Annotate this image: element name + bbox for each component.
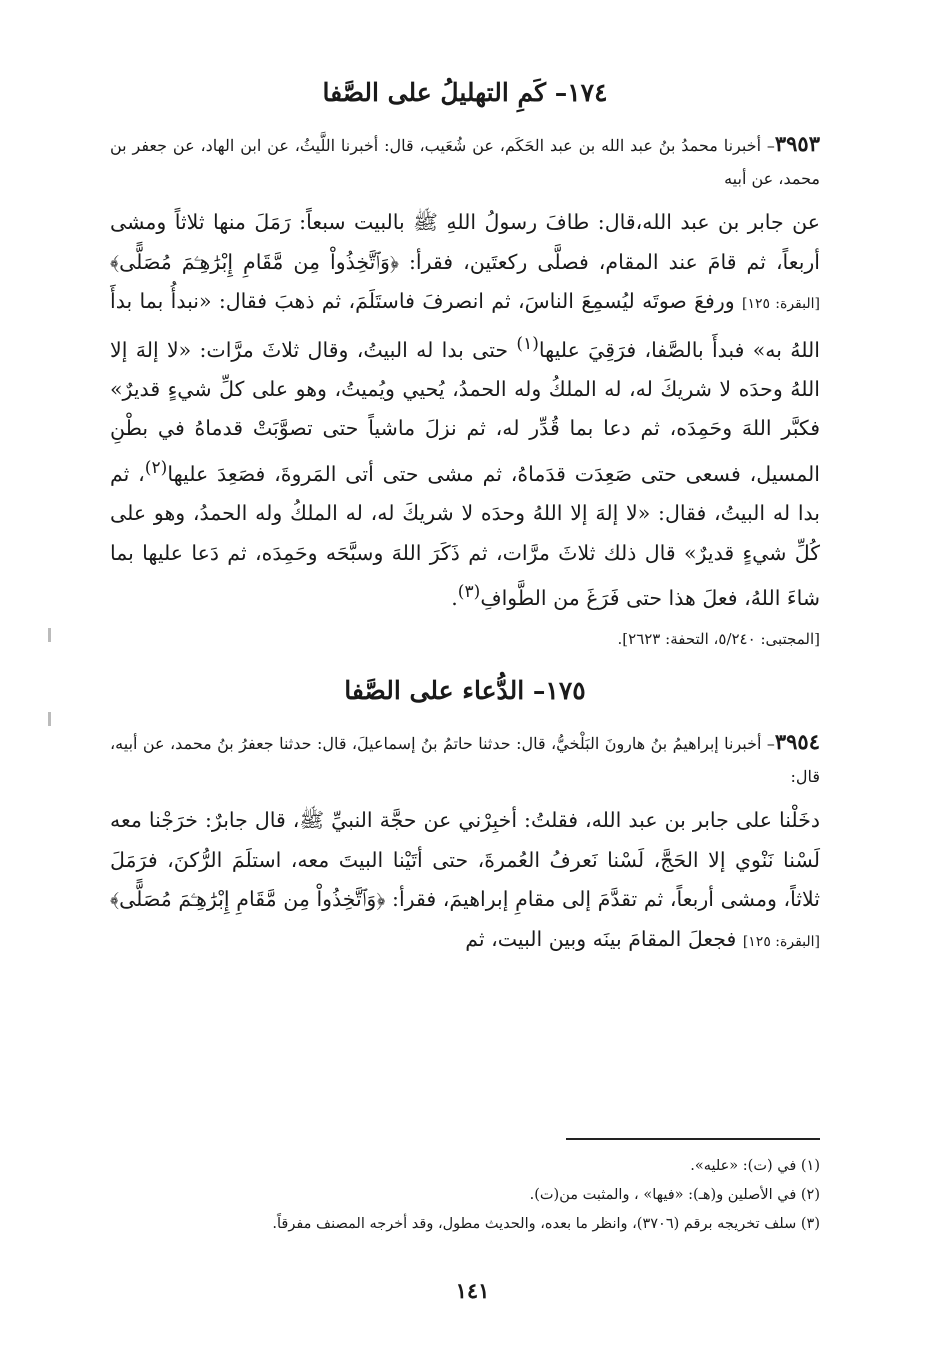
footnote-2: (٢) في الأصلين و(هـ): «فيها» ، والمثبت من(ت). [529, 1187, 820, 1203]
hadith-chain-text: – أخبرنا إبراهيمُ بنُ هارونَ البَلْخيُّ، قال: حدثنا حاتمُ بنُ إسماعيلَ، قال: حدثنا جعفرُ بنُ محمد، عن أبيه، قال: [110, 734, 820, 787]
hadith-text-3953 [110, 203, 820, 618]
page-number: ١٤١ [455, 1278, 490, 1303]
hadith-text-3954 [110, 801, 820, 962]
quran-reference: [البقرة: ١٢٥] [741, 296, 820, 312]
quran-reference: [البقرة: ١٢٥] [742, 933, 820, 950]
hadith-text-part: ، ثم بدا له البيتُ، فقال: «لا إلهَ إلا اللهُ وحدَه لا شريكَ له، له الملكُ وله الحمدُ، وهو على كُلِّ شيءٍ قديرٌ» قال ذلك ثلاثَ مرَّات، ثم ذَكَرَ اللهَ وسبَّحَه وحَمِدَه، ثم دَعا عليها بما شاءَ اللهُ، فعلَ هذا حتى فَرَغَ من الطَّوافِ [110, 461, 820, 610]
hadith-text-part: عن جابر بن عبد الله،قال: طافَ رسولُ اللهِ ﷺ بالبيت سبعاً: رَمَلَ منها ثلاثاً ومشى أربعاً، ثم قامَ عند المقام، فصلَّى ركعتَين، فقرأ: ﴿وَٱتَّخِذُواْ مِن مَّقَامِ إِبْرَٰهِـۧمَ مُصَلًّى﴾ [110, 210, 820, 274]
footnote-marker-3: (٣) [457, 582, 481, 603]
footnote-marker-1: (١) [516, 333, 539, 354]
hadith-text-part: فجعلَ المقامَ بينَه وبين البيت، ثم [465, 926, 737, 951]
hadith-text-end: . [451, 585, 458, 610]
page-body [110, 78, 820, 962]
footnote-3: (٣) سلف تخريجه برقم (٣٧٠٦)، وانظر ما بعده، والحديث مطول، وقد أخرجه المصنف مفرقاً. [272, 1216, 820, 1232]
source-reference-3953: [المجتبى: ٥/٢٤٠، التحفة: ٢٦٢٣]. [617, 630, 820, 649]
footnote-marker-2: (٢) [144, 457, 168, 478]
hadith-chain-text: – أخبرنا محمدُ بنُ عبد الله بن عبد الحَكَم، عن شُعَيب، قال: أخبرنا اللَّيثُ، عن ابن الهاد، عن جعفر بن محمد، عن أبيه [110, 136, 820, 188]
footnote-1: (١) في (ت): «عليه». [690, 1158, 820, 1174]
hadith-text-part: ورفعَ صوتَه ليُسمِعَ الناسَ، ثم انصرفَ فاستَلَمَ، ثم ذهبَ فقال: «نبدأُ بما بدأَ اللهُ به» فبدأَ بالصَّفا، فرَقِيَ عليها [110, 289, 821, 362]
chapter-title-174: ١٧٤– كَمِ التهليلُ على الصَّفا [322, 78, 608, 107]
footnote-divider [566, 1138, 820, 1140]
hadith-text-part: دخَلْنا على جابر بن عبد الله، فقلتُ: أخبِرْني عن حجَّة النبيِّ ﷺ، قال جابرٌ: خرَجْنا معه لَسْنا نَنْوي إلا الحَجَّ، لَسْنا نَعرفُ العُمرةَ، حتى أتَيْنا البيتَ معه، استلَمَ الرُّكنَ، فرَمَلَ ثلاثاً، ومشى أربعاً، ثم تقدَّمَ إلى مقامِ إبراهيمَ، فقرأ: ﴿وَٱتَّخِذُواْ مِن مَّقَامِ إِبْرَٰهِـۧمَ مُصَلًّى﴾ [110, 808, 820, 912]
hadith-text-part: حتى بدا له البيتُ، وقال ثلاثَ مرَّات: «لا إلهَ إلا اللهُ وحدَه لا شريكَ له، له الملكُ وله الحمدُ، يُحيي ويُميتُ، وهو على كلِّ شيءٍ قديرٌ» فكبَّر اللهَ وحَمِدَه، ثم دعا بما قُدِّر له، ثم نزلَ ماشياً حتى تصوَّبَتْ قدماهُ في بطْنِ المسيل، فسعى حتى صَعِدَت قدَماهُ، ثم مشى حتى أتى المَروةَ، فصَعِدَ عليها [110, 337, 820, 486]
hadith-chain-3953 [110, 127, 820, 195]
footnotes [220, 1152, 820, 1239]
scan-artifact [48, 628, 51, 642]
hadith-chain-3954 [110, 725, 820, 793]
hadith-number-3954: ٣٩٥٤ [774, 729, 820, 755]
hadith-number-3953: ٣٩٥٣ [774, 131, 820, 156]
scan-artifact [48, 712, 51, 726]
chapter-title-175: ١٧٥– الدُّعاء على الصَّفا [344, 676, 586, 706]
